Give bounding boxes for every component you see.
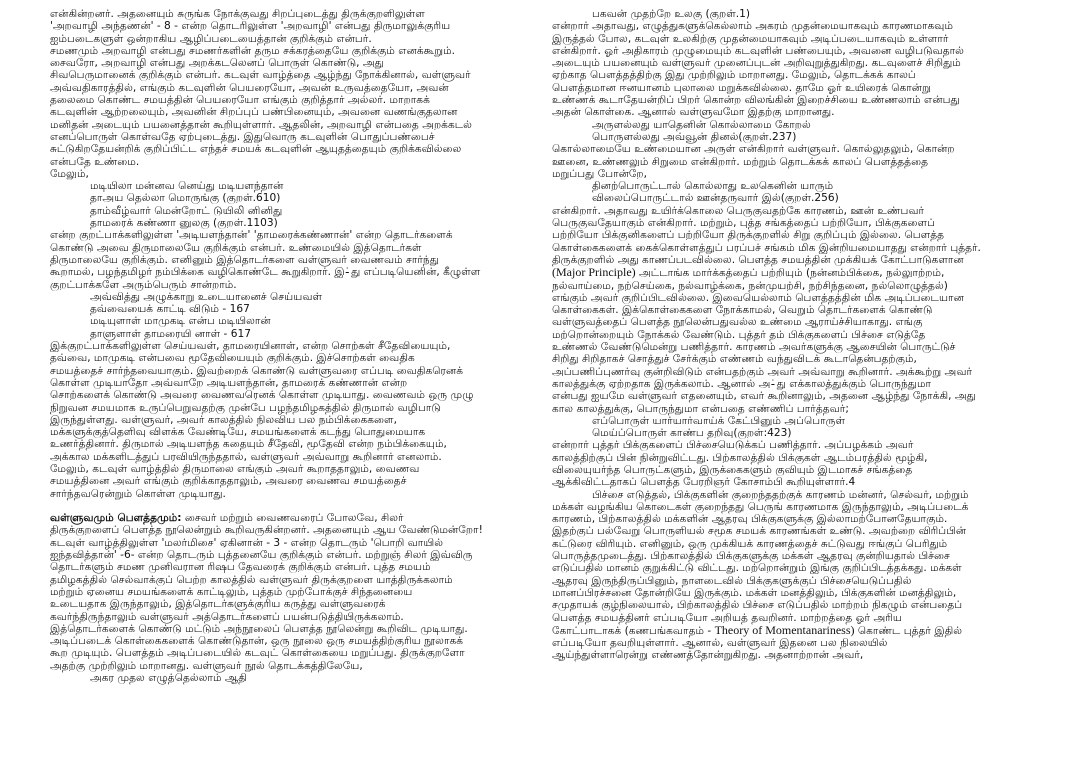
line-text: காரணம், பிற்காலத்தில் மக்களின் ஆதரவு பிக்குகளுக்கு இல்லாமற்போனதேயாகும். bbox=[552, 513, 948, 526]
line-text: கோட்பாடாகக் (கணபங்கவாதம் - bbox=[552, 624, 715, 637]
right-line bbox=[552, 489, 1042, 501]
left-line bbox=[50, 242, 530, 254]
line-text: அருளல்லது யாதெனின் கொல்லாமை கோறல் bbox=[592, 118, 811, 131]
left-line bbox=[50, 524, 530, 536]
left-line bbox=[50, 20, 530, 32]
line-text: பகவன் முதற்றே உலகு (குறள்.1) bbox=[592, 8, 751, 20]
line-text: ஆய்ந்துள்ளாரென்று எண்ணத்தோன்றுகிறது. அதனாற்றான் அவர், bbox=[552, 649, 864, 662]
line-text: அவ்வதிகாரத்தில், எங்கும் கடவுளின் பெயரையோ, அவன் உருவத்தையோ, அவன் bbox=[50, 81, 449, 94]
left-line bbox=[50, 377, 530, 389]
left-line bbox=[50, 660, 530, 672]
line-text: அடிப்படைக் கொள்கைகளைக் கொண்டுதான், ஒரு நூலை ஒரு சமயத்திற்குரிய நூலாகக் bbox=[50, 635, 464, 648]
line-text: காலத்துக்கு ஏற்றதாக இருக்கலாம். ஆனால் அ-்து எக்காலத்துக்கும் பொருந்துமா bbox=[552, 377, 932, 390]
line-text: மற்றும் ஏனைய சமயங்களைக் காட்டிலும், புத்தம் முற்போக்குச் சிந்தனையை bbox=[50, 585, 413, 598]
line-text: அக்கால மக்களிடத்துப் பரவியிருந்ததால், வள்ளுவர் அவ்வாறு கூறினார் எனலாம். bbox=[50, 450, 442, 463]
left-column bbox=[50, 8, 530, 684]
line-text: மடியிலா மன்னவ னெய்து மடியளந்தான் bbox=[90, 180, 284, 193]
left-line bbox=[50, 561, 530, 573]
left-line bbox=[50, 156, 530, 168]
line-text: நல்வாய்மை, நற்செய்கை, நல்வாழ்க்கை, நன்முயற்சி, நற்சிந்தனை, நல்லொழுத்தல்) bbox=[552, 279, 948, 292]
line-text: பௌத்த சமயத்தினர் எப்படியோ அறியத் தவறினர். மாற்றத்தை ஓர் அரிய bbox=[552, 611, 902, 624]
left-line bbox=[50, 586, 530, 598]
left-line bbox=[50, 131, 530, 143]
line-text: தொடர்களும் சமண முனிவரான ரிஷப தேவரைக் குறிக்கும் என்பர். புத்த சமயம் bbox=[50, 561, 431, 574]
line-text: சிறிது சிறிதாகச் சொத்துச் சேர்க்கும் எண்ணம் வந்துவிடக் கூடாதென்பதற்கும், bbox=[552, 353, 917, 366]
right-line bbox=[552, 57, 1042, 69]
line-text: சொற்களைக் கொண்டு அவரை வைணவரெனக் கொள்ள முடியாது. வைணவம் ஒரு முழு bbox=[50, 389, 474, 402]
left-line bbox=[50, 192, 530, 204]
right-line bbox=[552, 156, 1042, 168]
line-text: பிச்சை எடுத்தல், பிக்குகளின் குறைந்ததற்குக் காரணம் மன்னர், செல்வர், மற்றும் bbox=[592, 488, 969, 501]
line-text: அகர முதல எழுத்தெல்லாம் ஆதி bbox=[90, 672, 247, 685]
right-line bbox=[552, 242, 1042, 254]
line-text: 'அறவாழி அந்தணன்' - 8 - என்ற தொடரிலுள்ள 'அறவாழி' என்பது திருமாலுக்குரிய bbox=[50, 20, 451, 33]
line-text: ஐந்தவித்தான்' -6- என்ற தொடரும் புத்தனையே குறிக்கும் என்பர். மற்றுஞ் சிலர் இவ்விரு bbox=[50, 549, 473, 562]
line-text: என்பதே உண்மை. bbox=[50, 155, 140, 168]
line-text: கூற முடியும். பௌத்தம் அடிப்படையில் கடவுட் கொள்கையை மறுப்பது. திருக்குறளோ bbox=[50, 647, 465, 660]
line-text: மெய்ப்பொருள் காண்ப தறிவு(குறள்:423) bbox=[592, 427, 792, 440]
left-line bbox=[50, 94, 530, 106]
right-line bbox=[552, 366, 1042, 378]
left-line bbox=[50, 168, 530, 180]
line-text: பெருகுவதேயாகும் என்கிறார். மற்றும், புத்த சங்கத்தைப் பற்றியோ, பிக்குகளைப் bbox=[552, 217, 935, 230]
left-line bbox=[50, 8, 530, 20]
line-text: அதன் கொள்கை. ஆனால் வள்ளுவமோ இதற்கு மாறானது. bbox=[552, 106, 835, 119]
line-text: எடுப்பதில் மானம் குறுக்கிட்டு விட்டது. மற்றொன்றும் இங்கு குறிப்பிடத்தக்கது. மக்கள் bbox=[552, 562, 962, 575]
line-text: கொள்ள முடியாதோ அவ்வாறே அடியளந்தான், தாமரைக் கண்ணான் என்ற bbox=[50, 376, 408, 389]
right-line bbox=[552, 513, 1042, 525]
left-line bbox=[50, 488, 530, 500]
right-line bbox=[552, 501, 1042, 513]
left-line bbox=[50, 279, 530, 291]
right-column bbox=[552, 8, 1042, 662]
left-line bbox=[50, 82, 530, 94]
section-heading: வள்ளுவமும் பௌத்தமும்: bbox=[50, 512, 182, 525]
left-line bbox=[50, 106, 530, 118]
line-text: என்கிறார். ஓர் அதிகாரம் முழுமையும் கடவுளின் பண்பையும், அவனை வழிபடுவதால் bbox=[552, 44, 964, 57]
line-text: கடவுளின் ஆற்றலையும், அவனின் சிறப்புப் பண்பினையும், அவனை வணங்குதலான bbox=[50, 106, 458, 119]
right-line bbox=[552, 476, 1042, 488]
latin-term: Theory of Momentanariness) bbox=[714, 622, 855, 637]
right-line bbox=[552, 292, 1042, 304]
right-line bbox=[552, 131, 1042, 143]
line-text: திருமாலையே குறிக்கும். எனினும் இத்தொடர்களை வள்ளுவர் வைணவம் சார்ந்து bbox=[50, 253, 439, 266]
line-text: கொள்கைகள். இக்கொள்கைகளை நோக்காமல், வெறும் தொடர்களைக் கொண்டு bbox=[552, 304, 933, 317]
line-text: தவ்வையைக் காட்டி விடும் - 167 bbox=[90, 303, 250, 316]
left-line bbox=[50, 254, 530, 266]
line-text: மேலும், bbox=[50, 167, 89, 180]
line-text: என்றார் அதாவது, எழுத்துகளுக்கெல்லாம் அகரம் முதன்மையாகவும் காரணமாகவும் bbox=[552, 20, 953, 33]
right-line bbox=[552, 168, 1042, 180]
line-text: மறுப்பது போன்றே, bbox=[552, 167, 648, 180]
right-line bbox=[552, 280, 1042, 292]
left-line bbox=[50, 303, 530, 315]
line-text: சார்ந்தவரென்றும் கொள்ள முடியாது. bbox=[50, 487, 226, 500]
line-text: என்பது ஐயமே வள்ளுவர் எதனையும், எவர் கூறினாலும், அதனை ஆழ்ந்து நோக்கி, அது bbox=[552, 390, 976, 403]
left-line bbox=[50, 45, 530, 57]
line-text: ஆக்கிவிட்டதாகப் பௌத்த பேரறிஞர் கோசாம்பி கூறியுள்ளார்.4 bbox=[552, 476, 856, 489]
right-line bbox=[552, 94, 1042, 106]
left-line bbox=[50, 180, 530, 192]
line-text: சைவரோ, அறவாழி என்பது அறக்கடலெனப் பொருள் கொண்டு, அது bbox=[50, 57, 384, 70]
line-text: கொள்கைகளைக் கைக்கொள்ளத்துப் பரப்பச் சங்கம் மிக இன்றியமையாதது என்றார் புத்தர். bbox=[552, 241, 981, 254]
right-line bbox=[552, 341, 1042, 353]
right-line bbox=[552, 624, 1042, 637]
right-line bbox=[552, 587, 1042, 599]
left-line bbox=[50, 365, 530, 377]
line-text: இத்தொடர்களைக் கொண்டு மட்டும் அந்நூலைப் பௌத்த நூலென்று கூறிவிட முடியாது. bbox=[50, 622, 468, 635]
line-text: என்கின்றனர். அதனையும் சுருங்க நோக்குவது சிறப்புடைத்து திருக்குறளிலுள்ள bbox=[50, 8, 425, 20]
right-line bbox=[552, 106, 1042, 118]
left-line bbox=[50, 266, 530, 278]
left-line bbox=[50, 143, 530, 155]
line-text: காலத்திற்குப் பின் நின்றுவிட்டது. பிற்காலத்தில் பிக்குகள் ஆடம்பரத்தில் மூழ்கி, bbox=[552, 451, 928, 464]
latin-term: (Major Principle) bbox=[552, 265, 636, 280]
right-line bbox=[552, 378, 1042, 390]
left-line bbox=[50, 500, 530, 512]
right-line bbox=[552, 229, 1042, 241]
right-line bbox=[552, 575, 1042, 587]
left-line bbox=[50, 340, 530, 352]
left-line bbox=[50, 611, 530, 623]
line-text: சுட்டுகிறதேயன்றிக் குறிப்பிட்ட எந்தச் சமயக் கடவுளின் ஆயுதத்தையும் குறிக்கவில்லை bbox=[50, 143, 462, 156]
right-line bbox=[552, 180, 1042, 192]
line-text: தமிழகத்தில் செல்வாக்குப் பெற்ற காலத்தில் வள்ளுவர் திருக்குறளை யாத்திருக்கலாம் bbox=[50, 573, 453, 586]
right-line bbox=[552, 353, 1042, 365]
right-line bbox=[552, 33, 1042, 45]
line-text: பற்றியோ பிக்குனிகளைப் பற்றியோ திருக்குறளில் சிறு குறிப்பும் இல்லை. பௌத்த bbox=[552, 229, 944, 242]
line-text: விலைப்பொருட்டால் ஊன்தருவார் இல்(குறள்.256) bbox=[592, 192, 839, 205]
line-text: மனிதன் அடையும் பயனைத்தான் கூறியுள்ளார். ஆதலின், அறவாழி என்பதை அறக்கடல் bbox=[50, 118, 472, 131]
line-text: அட்டாங்க மார்க்கத்தைப் பற்றியும் (நன்னம்பிக்கை, நல்லுாற்றம், bbox=[635, 267, 945, 280]
line-text: பொருத்தமுடைத்து. பிற்காலத்தில் பிக்குகளுக்கு மக்கள் ஆதரவு குன்றியதால் பிச்சை bbox=[552, 550, 950, 563]
line-text: அவ்வித்து அழுக்காறு உடையானைச் செய்யவள் bbox=[90, 290, 323, 303]
left-line bbox=[50, 426, 530, 438]
left-line bbox=[50, 574, 530, 586]
line-text: வள்ளுவத்தைப் பௌத்த நூலென்பதுவல்ல உண்மை ஆராய்ச்சியாகாது. எங்கு bbox=[552, 316, 923, 329]
line-text: சமயத்தினை அவர் எங்கும் குறிக்காததாலும், அவரை வைணவ சமயத்தைச் bbox=[50, 475, 407, 488]
right-line bbox=[552, 45, 1042, 57]
line-text: ஏற்காத பௌத்தத்திற்கு இது முற்றிலும் மாறானது. மேலும், தொடக்கக் காலப் bbox=[552, 69, 916, 82]
right-line bbox=[552, 217, 1042, 229]
right-line bbox=[552, 205, 1042, 217]
line-text: தாம்வீழ்வார் மென்றோட் டுயிலி னினிது bbox=[90, 204, 283, 217]
left-line bbox=[50, 635, 530, 647]
line-text: தினற்பொருட்டால் கொல்லாது உலகெனின் யாரும் bbox=[592, 180, 834, 193]
left-line bbox=[50, 57, 530, 69]
left-line bbox=[50, 33, 530, 45]
left-line bbox=[50, 291, 530, 303]
line-text: உண்ணக் கூடாதேயன்றிப் பிறர் கொன்ற விலங்கின் இறைச்சியை உண்ணலாம் என்பது bbox=[552, 94, 960, 107]
left-line bbox=[50, 205, 530, 217]
line-text: என்றார் புத்தர் பிக்குகளைப் பிச்சையெடுக்கப் பணித்தார். அப்பழக்கம் அவர் bbox=[552, 439, 914, 452]
left-line bbox=[50, 623, 530, 635]
right-line bbox=[552, 637, 1042, 649]
line-text: சிவபெருமானைக் குறிக்கும் என்பர். கடவுள் வாழ்த்தை ஆழ்ந்து நோக்கினால், வள்ளுவர் bbox=[50, 69, 471, 82]
right-line bbox=[552, 464, 1042, 476]
right-line bbox=[552, 427, 1042, 439]
line-text: எங்கும் அவர் குறிப்பிடவில்லை. இவையெல்லாம் பௌத்தத்தின் மிக அடிப்படையான bbox=[552, 291, 964, 304]
line-text: அதற்கு முற்றிலும் மாறானது. வள்ளுவர் நூல் தொடக்கத்திலேயே, bbox=[50, 659, 363, 672]
left-line bbox=[50, 451, 530, 463]
right-line bbox=[552, 304, 1042, 316]
right-line bbox=[552, 329, 1042, 341]
left-line bbox=[50, 69, 530, 81]
line-text: தாமரைக் கண்ணா னுலகு (குறள்.1103) bbox=[90, 217, 278, 230]
line-text: உண்ணல் வேண்டுமென்று பணித்தார். காரணம் அவர்களுக்கு ஆசையின் பொருட்டுச் bbox=[552, 341, 956, 354]
line-text: கொண்டு அவை திருமாலையே குறிக்கும் என்பர். உண்மையில் இத்தொடர்கள் bbox=[50, 241, 422, 254]
line-text: பௌத்தமான ஈனயானம் புலாலை மறுக்கவில்லை. தாமே ஓர் உயிரைக் கொன்று bbox=[552, 81, 931, 94]
line-text: நிறுவன சமயமாக உருப்பெறுவதற்கு முன்பே பழந்தமிழகத்தில் திருமால் வழிபாடு bbox=[50, 401, 441, 414]
right-line bbox=[552, 82, 1042, 94]
left-line bbox=[50, 352, 530, 364]
line-text: மேலும், கடவுள் வாழ்த்தில் திருமாலை எங்கும் அவர் கூறாததாலும், வைணவ bbox=[50, 462, 420, 475]
left-line bbox=[50, 537, 530, 549]
left-line bbox=[50, 414, 530, 426]
line-text: இக்குறட்பாக்களிலுள்ள செய்யவள், தாமரையினாள், என்ற சொற்கள் சீதேவியையும், bbox=[50, 340, 451, 353]
right-line bbox=[552, 390, 1042, 402]
line-text: சைவர் மற்றும் வைணவரைப் போலவே, சிலர் bbox=[181, 512, 404, 525]
left-line bbox=[50, 402, 530, 414]
right-line bbox=[552, 69, 1042, 81]
line-text: மக்கள் வழங்கிய கொடைகள் குறைந்தது பெருங் காரணமாக இருந்தாலும், அடிப்படைக் bbox=[552, 500, 969, 513]
line-text: அடையும் பயனையும் வள்ளுவர் முனைப்புடன் அறிவுறுத்துகிறது. கடவுளைச் சிறிதும் bbox=[552, 57, 961, 70]
line-text: மானப்பிரச்சனை தோன்றியே இருக்கும். மக்கள் மனத்திலும், பிக்குகளின் மனத்திலும், bbox=[552, 586, 957, 599]
line-text: மடியுளாள் மாமுகடி என்ப மடியிலான் bbox=[90, 315, 271, 328]
line-text: கட்டுரை விரியும். எனினும், ஒரு முக்கியக் காரணத்தைச் சுட்டுவது ஈங்குப் பெரிதும் bbox=[552, 537, 948, 550]
line-text: ஆதரவு இருந்திருப்பினும், நாளடைவில் பிக்குகளுக்குப் பிச்சையெடுப்பதில் bbox=[552, 574, 912, 587]
right-line bbox=[552, 452, 1042, 464]
right-line bbox=[552, 538, 1042, 550]
left-line bbox=[50, 119, 530, 131]
left-line bbox=[50, 217, 530, 229]
line-text: எப்பொருள் யார்யார்வாய்க் கேட்பினும் அப்பொருள் bbox=[592, 414, 846, 427]
left-line bbox=[50, 389, 530, 401]
left-line bbox=[50, 438, 530, 450]
line-text: எப்படியோ தவறியுள்ளார். ஆனால், வள்ளுவர் இதனை பல நிலையில் bbox=[552, 637, 888, 650]
left-line bbox=[50, 549, 530, 561]
right-line bbox=[552, 649, 1042, 661]
right-line bbox=[552, 266, 1042, 279]
line-text: இருந்துள்ளது. வள்ளுவர், அவர் காலத்தில் நிலவிய பல நம்பிக்கைகளை, bbox=[50, 413, 397, 426]
line-text: எனப்பொருள் கொள்வதே ஏற்புடைத்து. இதுவொரு கடவுளின் பொதுப்பண்பைச் bbox=[50, 130, 435, 143]
line-text: தவ்வை, மாமுகடி என்பவை மூதேவியையும் குறிக்கும். இச்சொற்கள் வைதிக bbox=[50, 352, 415, 365]
right-line bbox=[552, 562, 1042, 574]
line-text: சமணமும் அறவாழி என்பது சமணர்களின் தரும சக்கரத்தையே குறிக்கும் எனக்கூறும். bbox=[50, 44, 455, 57]
left-line bbox=[50, 475, 530, 487]
line-text: அப்பணிப்புணர்வு குன்றிவிடும் என்பதற்கும் அவர் அவ்வாறு கூறினார். அக்கூற்று அவர் bbox=[552, 365, 972, 378]
line-text: விலையுயர்ந்த பொருட்களும், இருக்கைகளும் குவியும் இடமாகச் சங்கத்தை bbox=[552, 463, 913, 476]
line-text: பொருளல்லது அவ்வூன் தினல்(குறள்.237) bbox=[592, 130, 797, 143]
line-text: தாஅய தெல்லா மொருங்கு (குறள்.610) bbox=[90, 192, 281, 205]
right-line bbox=[552, 525, 1042, 537]
line-text: மற்றொன்றையும் நோக்கல் வேண்டும். புத்தர் தம் பிக்குகளைப் பிச்சை எடுத்தே bbox=[552, 328, 926, 341]
line-text: ஊனை, உண்ணலும் சிறுமை என்கிறார். மற்றும் தொடக்கக் காலப் பௌத்தத்தை bbox=[552, 155, 929, 168]
right-line bbox=[552, 192, 1042, 204]
right-line bbox=[552, 316, 1042, 328]
right-line bbox=[552, 20, 1042, 32]
line-text: இருத்தல் போல, கடவுள் உலகிற்கு முதன்மையாகவும் அடிப்படையாகவும் உள்ளார் bbox=[552, 32, 949, 45]
line-text: என்கிறார். அதாவது உயிர்க்கொலை பெருகுவதற்கே காரணம், ஊன் உண்பவர் bbox=[552, 204, 925, 217]
left-line bbox=[50, 647, 530, 659]
line-text: கூறாமல், பழந்தமிழர் நம்பிக்கை வழிகொண்டே கூறுகிறார். இ-்து எப்படியெனின், கீழுள்ள bbox=[50, 266, 481, 279]
line-text: கொல்லாமையே உண்மையான அருள் என்கிறார் வள்ளுவர். கொல்லுதலும், கொன்ற bbox=[552, 143, 955, 156]
line-text: இதற்குப் பல்வேறு பொருளியல் சமூக சமயக் காரணங்கள் உண்டு. அவற்றை விரிப்பின் bbox=[552, 525, 967, 538]
line-text: தாளுளாள் தாமரையி னாள் - 617 bbox=[90, 327, 251, 340]
right-line bbox=[552, 439, 1042, 451]
right-line bbox=[552, 550, 1042, 562]
line-text: உடையதாக இருந்தாலும், இத்தொடர்களுக்குரிய கருத்து வள்ளுவரைக் bbox=[50, 598, 386, 611]
left-line bbox=[50, 229, 530, 241]
left-line bbox=[50, 672, 530, 684]
line-text: கவர்ந்திருந்தாலும் வள்ளுவர் அத்தொடர்களைப் பயன்படுத்தியிருக்கலாம். bbox=[50, 610, 404, 623]
line-text: கால காலத்துக்கு, பொருந்துமா என்பதை எண்ணிப் பார்த்தவர்; bbox=[552, 402, 849, 415]
line-text: சமயத்தைச் சார்ந்தவையாகும். இவற்றைக் கொண்டு வள்ளுவரை எப்படி வைதிகரெனக் bbox=[50, 364, 464, 377]
right-line bbox=[552, 599, 1042, 611]
left-line bbox=[50, 512, 530, 524]
line-text: உணர்த்தினார். திருமால் அடியளந்த கதையும் சீதேவி, மூதேவி என்ற நம்பிக்கையும், bbox=[50, 438, 447, 451]
right-line bbox=[552, 415, 1042, 427]
line-text: திருக்குறளில் அது காணப்படவில்லை. பௌத்த சமயத்தின் முக்கியக் கோட்பாடுகளான bbox=[552, 253, 964, 266]
line-text: ஐம்படைகளுள் ஒன்றாகிய ஆழிப்படையைத்தான் குறிக்கும் என்பர். bbox=[50, 32, 372, 45]
line-text: சமுதாயக் குழ்நிலையால், பிற்காலத்தில் பிச்சை எடுப்பதில் மாற்றம் நிகழும் என்பதைப் bbox=[552, 599, 963, 612]
right-line bbox=[552, 403, 1042, 415]
line-text-tail: கொண்ட புத்தர் இதில் bbox=[854, 624, 963, 637]
right-line bbox=[552, 143, 1042, 155]
left-line bbox=[50, 598, 530, 610]
line-text: மக்களுக்குத்தெளிவு விளக்க வேண்டியே, சமயங்களைக் கடந்து பொதுமையாக bbox=[50, 426, 426, 439]
left-line bbox=[50, 315, 530, 327]
line-text: என்ற குறட்பாக்களிலுள்ள 'அடியளந்தான்' 'தாமரைக்கண்ணான்' என்ற தொடர்களைக் bbox=[50, 229, 453, 242]
right-line bbox=[552, 119, 1042, 131]
line-text: குறட்பாக்களே அரும்பெரும் சான்றாம். bbox=[50, 278, 237, 291]
line-text: திருக்குறளைப் பௌத்த நூலென்றும் கூறிவருகின்றனர். அதனையும் ஆய வேண்டுமன்றோ! bbox=[50, 524, 483, 537]
left-line bbox=[50, 328, 530, 340]
line-text: கடவுள் வாழ்த்திலுள்ள 'மலர்மிசை' ஏகினான் - 3 - என்ற தொடரும் 'பொறி வாயில் bbox=[50, 536, 444, 549]
right-line bbox=[552, 8, 1042, 20]
line-text: தலைமை கொண்ட சமயத்தின் பெயரையோ எங்கும் குறித்தார் அல்லர். மாறாகக் bbox=[50, 94, 430, 107]
left-line bbox=[50, 463, 530, 475]
